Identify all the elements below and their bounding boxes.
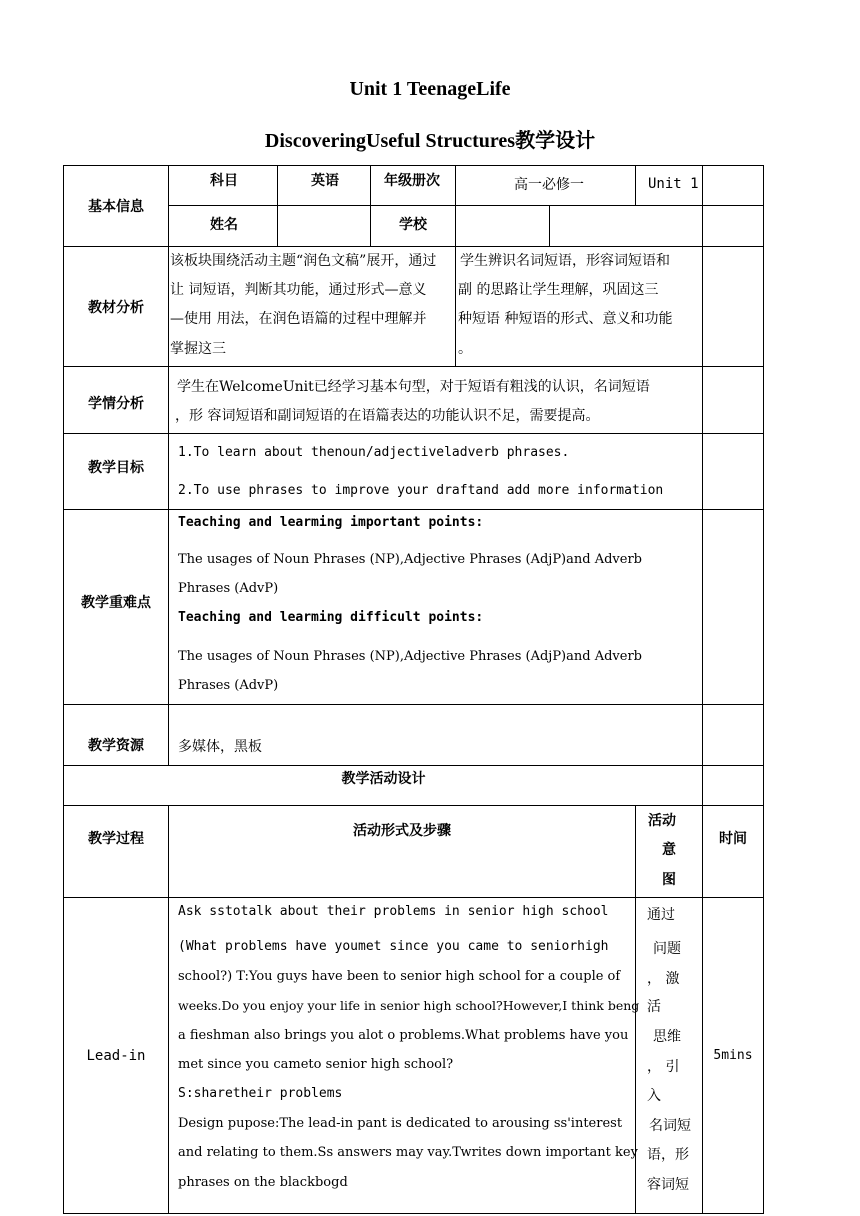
material-analysis-right [458,247,702,366]
text-line: ， 引 [647,1059,680,1075]
text-line: 种短语 种短语的形式、意义和功能 [458,311,673,327]
material-analysis-left [170,247,455,366]
table-rule [549,205,550,246]
text-line: ，形 容词短语和副词短语的在语篇表达的功能认识不足，需要提高。 [175,408,600,424]
text-line: met since you cameto senior high school? [178,1057,454,1072]
student-analysis-label: 学情分析 [88,396,144,412]
text-line: 活动 [648,813,676,829]
table-rule [455,246,456,366]
grade-label: 年级册次 [384,173,440,189]
text-line: Phrases (AdvP) [178,581,279,596]
table-rule [702,165,703,765]
text-line: 语，形 [647,1147,689,1163]
key-points-label: 教学重难点 [81,595,151,611]
activity-steps-label: 活动形式及步骤 [353,823,451,839]
text-line: 活 [647,999,661,1015]
text-line: 图 [662,872,676,888]
text-line: 思维 [653,1029,681,1045]
student-analysis-text [175,367,702,433]
text-line: 让 词短语，判断其功能，通过形式—意义 [170,282,427,298]
document-title: Unit 1 TeenageLife [349,78,511,100]
unit-value: Unit 1 [648,176,699,192]
text-line: 入 [647,1088,661,1104]
grade-value: 高一必修一 [514,177,584,193]
lead-in-steps [178,898,640,1213]
text-line: The usages of Noun Phrases (NP),Adjective Phrases (AdjP)and Adverb [178,649,642,664]
text-line: 。 [458,341,472,357]
subject-label: 科目 [210,173,238,189]
text-line: ， 激 [647,971,680,987]
difficult-points-heading: Teaching and learming difficult points: [178,610,484,625]
goal-line: 2.To use phrases to improve your draftand add more information [178,483,664,498]
table-rule [455,165,456,246]
text-line: (What problems have youmet since you came to seniorhigh [178,939,609,954]
text-line: 名词短 [649,1118,691,1134]
material-analysis-label: 教材分析 [88,299,144,316]
time-label: 时间 [719,830,747,847]
text-line: 该板块围绕活动主题“润色文稿”展开，通过 [170,253,437,269]
text-line: Design pupose:The lead-in pant is dedicated to arousing ss'interest [178,1116,623,1131]
text-line: 学生在WelcomeUnit已经学习基本句型，对于短语有粗浅的认识，名词短语 [177,379,650,395]
lead-in-label: Lead-in [86,1047,146,1064]
important-points-heading: Teaching and learming important points: [178,515,484,530]
lesson-plan-table [63,165,764,1214]
text-line: —使用 用法，在润色语篇的过程中理解并 [170,311,427,327]
text-line: Phrases (AdvP) [178,678,279,693]
text-line: 掌握这三 [170,341,226,357]
text-line: 学生辨识名词短语，形容词短语和 [460,253,670,269]
process-label: 教学过程 [88,830,144,847]
text-line: 通过 [647,907,675,923]
table-rule [370,165,371,246]
table-rule [635,165,636,205]
school-label: 学校 [399,217,427,233]
subject-value: 英语 [311,173,339,189]
text-line: 容词短 [647,1177,689,1193]
text-line: weeks.Do you enjoy your life in senior high school?However,I think beng [178,998,640,1013]
text-line: a fieshman also brings you alot o problems.What problems have you [178,1028,629,1043]
resources-value: 多媒体，黑板 [178,739,262,755]
resources-label: 教学资源 [88,738,144,754]
activity-design-title: 教学活动设计 [341,771,426,787]
teaching-goals-text [178,434,702,509]
text-line: school?) T:You guys have been to senior high school for a couple of [178,969,621,984]
basic-info-label: 基本信息 [88,199,144,215]
table-rule [168,165,169,765]
document-subtitle: DiscoveringUseful Structures教学设计 [264,130,596,152]
table-rule [277,165,278,246]
lead-in-intent [636,898,702,1213]
teaching-goals-label: 教学目标 [88,460,144,476]
text-line: S:sharetheir problems [178,1086,343,1101]
text-line: 副 的思路让学生理解，巩固这三 [458,282,659,298]
lead-in-time: 5mins [713,1048,753,1063]
name-label: 姓名 [210,217,238,233]
table-rule [168,205,764,206]
text-line: 问题 [653,941,681,957]
text-line: Ask sstotalk about their problems in senior high school [178,904,609,919]
text-line: 意 [662,842,676,858]
key-points-text [178,510,702,704]
text-line: phrases on the blackbogd [178,1175,348,1190]
goal-line: 1.To learn about thenoun/adjectiveladverb phrases. [178,445,570,460]
text-line: The usages of Noun Phrases (NP),Adjective Phrases (AdjP)and Adverb [178,552,642,567]
table-rule [763,165,764,1214]
activity-intent-label [636,806,702,897]
table-rule [168,805,169,1214]
text-line: and relating to them.Ss answers may vay.Twrites down important key [178,1145,638,1160]
